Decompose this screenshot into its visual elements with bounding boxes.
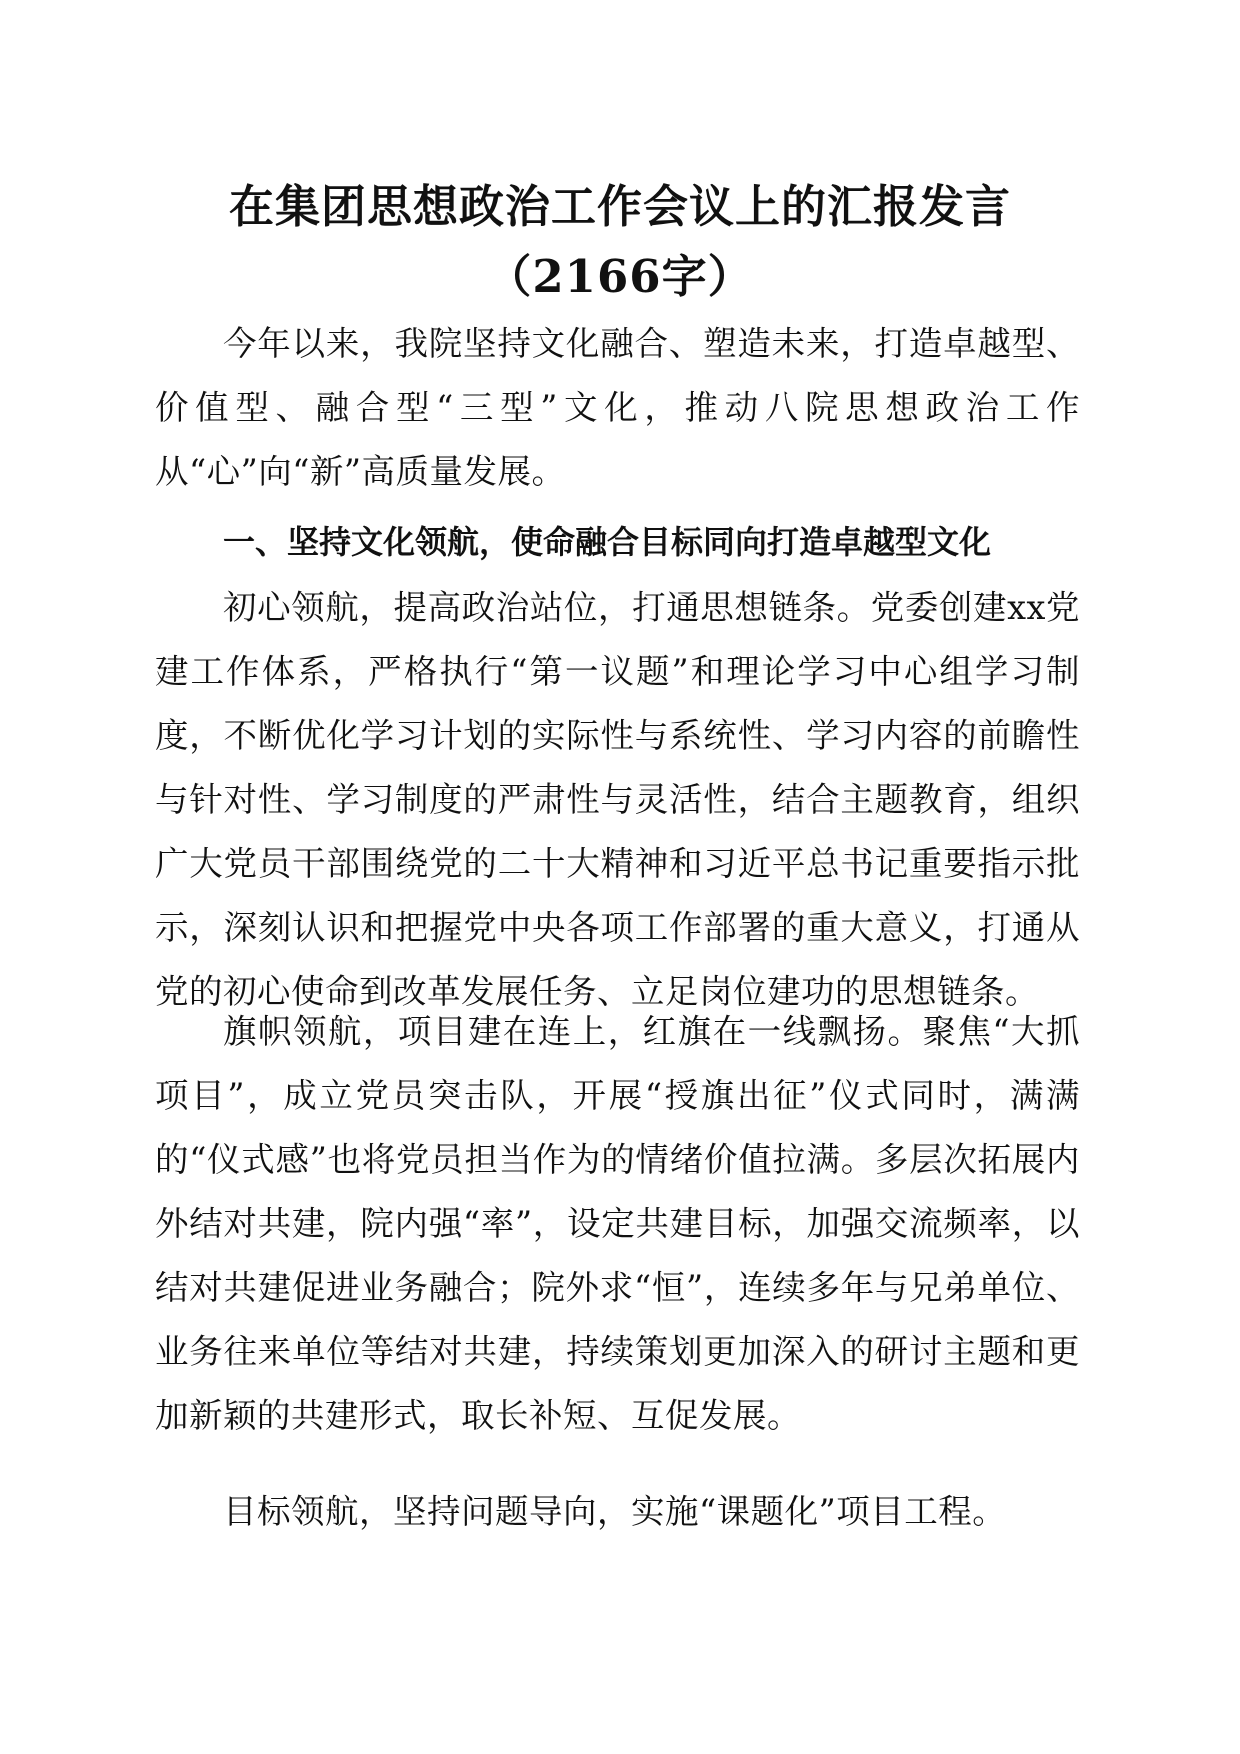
intro-paragraph: 今年以来，我院坚持文化融合、塑造未来，打造卓越型、价值型、融合型“三型”文化，推动八院思想政治工作从“心”向“新”高质量发展。 [155, 324, 1080, 491]
body-paragraph-goal: 目标领航，坚持问题导向，实施“课题化”项目工程。 [223, 1492, 1007, 1531]
document-title: 在集团思想政治工作会议上的汇报发言（2166字） [228, 180, 1011, 303]
body-paragraph-banner: 旗帜领航，项目建在连上，红旗在一线飘扬。聚焦“大抓项目”，成立党员突击队，开展“授旗出征”仪式同时，满满的“仪式感”也将党员担当作为的情绪价值拉满。多层次拓展内外结对共建，院内强“率”，设定共建目标，加强交流频率，以结对共建促进业务融合；院外求“恒”，连续多年与兄弟单位、业务往来单位等结对共建，持续策划更加深入的研讨主题和更加新颖的共建形式，取长补短、互促发展。 [155, 1012, 1080, 1435]
body-paragraph-initial-heart: 初心领航，提高政治站位，打通思想链条。党委创建xx党建工作体系，严格执行“第一议题”和理论学习中心组学习制度，不断优化学习计划的实际性与系统性、学习内容的前瞻性与针对性、学习制度的严肃性与灵活性，结合主题教育，组织广大党员干部围绕党的二十大精神和习近平总书记重要指示批示，深刻认识和把握党中央各项工作部署的重大意义，打通从党的初心使命到改革发展任务、立足岗位建功的思想链条。 [155, 588, 1080, 1011]
section-heading: 一、坚持文化领航，使命融合目标同向打造卓越型文化 [223, 523, 992, 561]
